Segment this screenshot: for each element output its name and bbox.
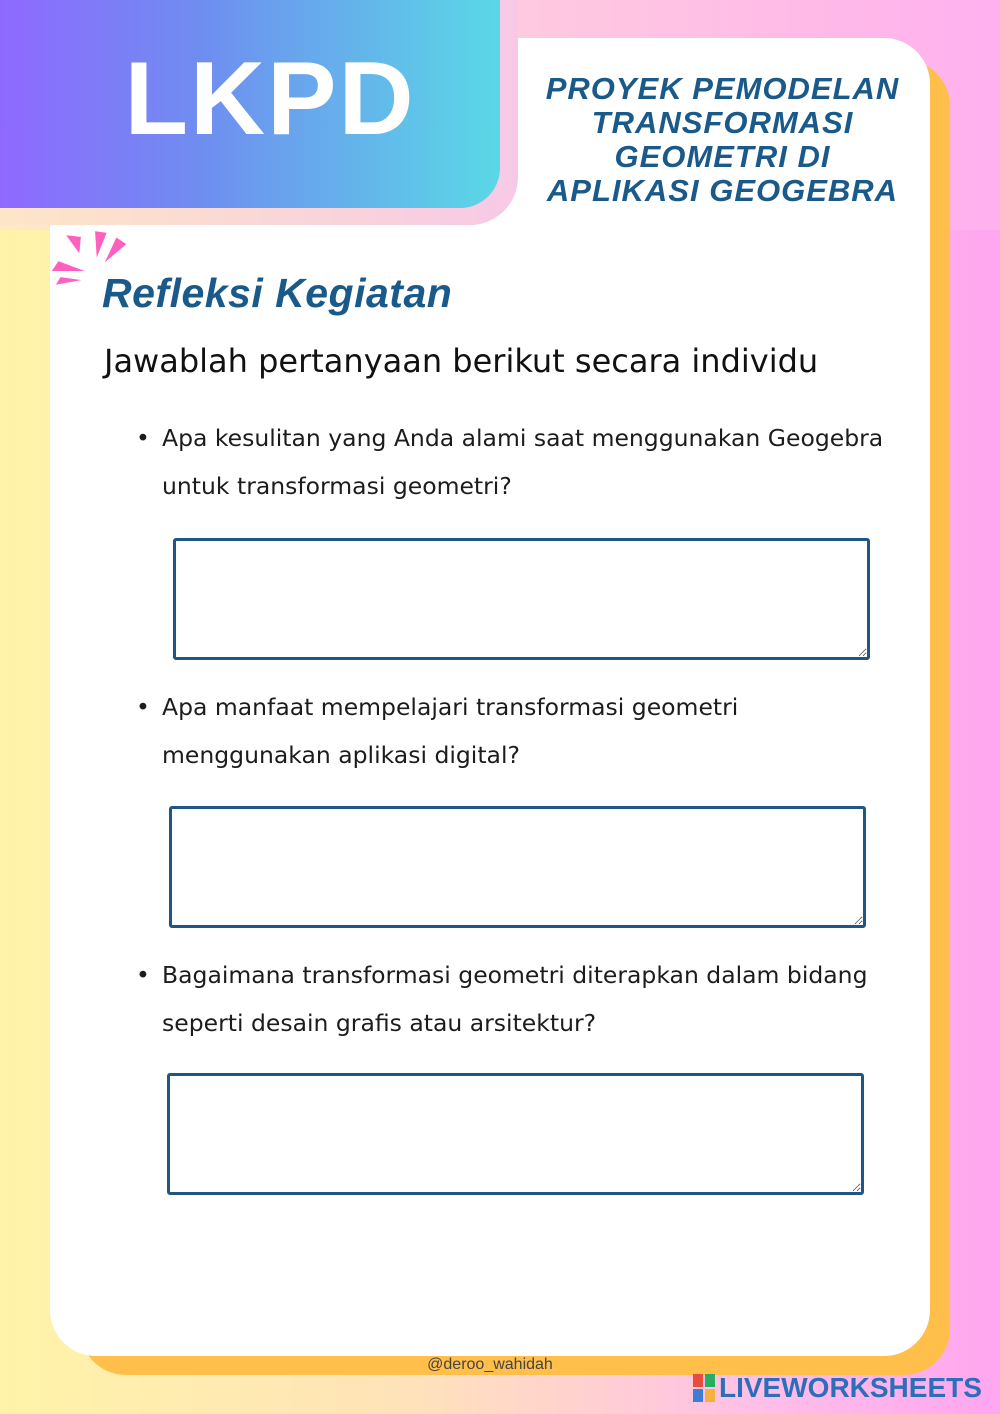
answer-box-2[interactable] — [169, 806, 866, 928]
question-3 — [136, 951, 906, 1047]
brand-text: LIVEWORKSHEETS — [719, 1372, 982, 1403]
lkpd-title: LKPD — [124, 40, 416, 157]
answer-box-3[interactable] — [167, 1073, 864, 1195]
liveworksheets-logo-icon — [693, 1374, 715, 1402]
bullet-icon: • — [136, 424, 150, 452]
question-text: Apa manfaat mempelajari transformasi geometri menggunakan aplikasi digital? — [162, 693, 739, 769]
header-tab — [0, 0, 518, 225]
question-text: Apa kesulitan yang Anda alami saat menggunakan Geogebra untuk transformasi geometri? — [162, 424, 884, 500]
bullet-icon: • — [136, 961, 150, 989]
instruction-text: Jawablah pertanyaan berikut secara individu — [104, 342, 819, 380]
section-title: Refleksi Kegiatan — [102, 270, 453, 316]
lkpd-badge — [0, 0, 500, 208]
project-title: PROYEK PEMODELAN TRANSFORMASI GEOMETRI DI APLIKASI GEOGEBRA — [545, 71, 900, 208]
answer-box-1[interactable] — [173, 538, 870, 660]
author-credit: @deroo_wahidah — [427, 1356, 553, 1373]
question-text: Bagaimana transformasi geometri diterapkan dalam bidang seperti desain grafis atau arsitektur? — [162, 961, 868, 1037]
brand-logo[interactable] — [693, 1372, 982, 1404]
question-2 — [136, 683, 906, 779]
question-1 — [136, 414, 906, 510]
bullet-icon: • — [136, 693, 150, 721]
